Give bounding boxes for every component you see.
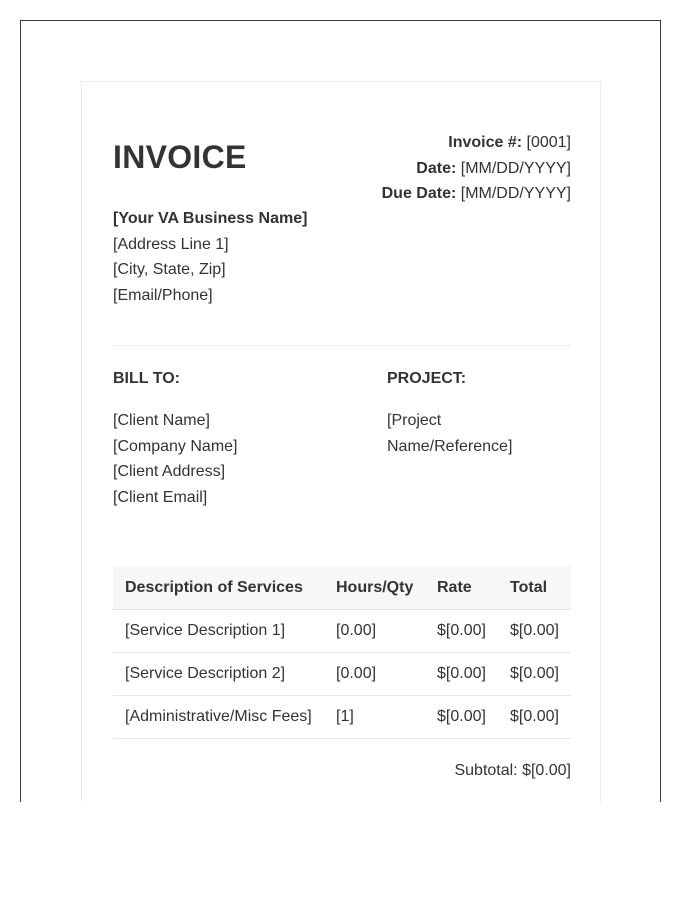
cell-total: $[0.00] <box>498 696 571 739</box>
cell-description: [Service Description 2] <box>113 653 324 696</box>
invoice-date-line <box>382 156 571 182</box>
column-header-description: Description of Services <box>113 566 324 610</box>
cell-hours: [0.00] <box>324 610 425 653</box>
invoice-title: INVOICE <box>113 139 247 175</box>
sender-address: [Address Line 1] <box>113 235 229 253</box>
cell-description: [Administrative/Misc Fees] <box>113 696 324 739</box>
client-address: [Client Address] <box>113 463 226 480</box>
sender-block <box>113 206 307 308</box>
invoice-due-date-value: [MM/DD/YYYY] <box>456 185 571 202</box>
table-row <box>113 653 571 696</box>
section-divider <box>113 345 571 346</box>
sender-contact: [Email/Phone] <box>113 286 213 304</box>
cell-rate: $[0.00] <box>425 610 498 653</box>
bill-to-heading: BILL TO: <box>113 370 180 387</box>
invoice-date-value: [MM/DD/YYYY] <box>456 159 571 177</box>
cell-rate: $[0.00] <box>425 696 498 739</box>
client-company: [Company Name] <box>113 437 238 455</box>
cell-rate: $[0.00] <box>425 653 498 696</box>
invoice-number-label: Invoice #: <box>448 134 523 151</box>
subtotal: Subtotal: $[0.00] <box>454 762 571 779</box>
client-email: [Client Email] <box>113 488 208 506</box>
services-table <box>113 566 571 739</box>
invoice-due-date-line <box>382 181 571 207</box>
cell-hours: [1] <box>324 696 425 739</box>
bill-to-block <box>113 408 238 510</box>
cell-hours: [0.00] <box>324 653 425 696</box>
invoice-number-value: [0001] <box>522 134 571 151</box>
sender-business-name: [Your VA Business Name] <box>113 210 308 227</box>
table-row <box>113 696 571 739</box>
project-block <box>387 408 571 459</box>
invoice-meta <box>382 130 571 207</box>
sender-city: [City, State, Zip] <box>113 261 226 278</box>
project-reference: [Project Name/Reference] <box>387 412 513 455</box>
column-header-rate: Rate <box>425 566 498 610</box>
invoice-number-line <box>382 130 571 156</box>
cell-description: [Service Description 1] <box>113 610 324 653</box>
invoice-date-label: Date: <box>416 159 457 177</box>
project-heading: PROJECT: <box>387 370 467 387</box>
column-header-hours: Hours/Qty <box>324 566 425 610</box>
table-row <box>113 610 571 653</box>
cell-total: $[0.00] <box>498 610 571 653</box>
invoice-card <box>81 81 601 802</box>
column-header-total: Total <box>498 566 571 610</box>
invoice-due-date-label: Due Date: <box>381 185 457 202</box>
cell-total: $[0.00] <box>498 653 571 696</box>
table-header-row <box>113 566 571 610</box>
client-name: [Client Name] <box>113 412 210 429</box>
